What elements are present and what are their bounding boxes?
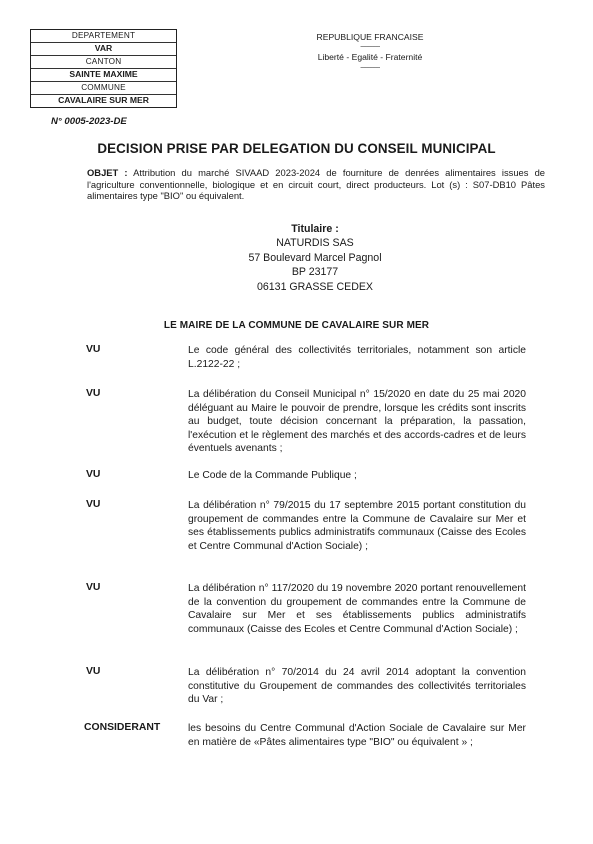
canton-value: SAINTE MAXIME — [31, 68, 176, 81]
titulaire-name: NATURDIS SAS — [276, 237, 354, 250]
objet-text: Attribution du marché SIVAAD 2023-2024 de fourniture de denrées alimentaires issues de l'agriculture conventionnelle, biologique et en circuit court, direct producteurs. Lot (s) : S07-DB10 Pâtes alimentaires type "BIO" ou équivalent. — [87, 167, 545, 202]
page-title: DECISION PRISE PAR DELEGATION DU CONSEIL MUNICIPAL — [97, 141, 496, 156]
clause-keyword: VU — [86, 666, 101, 677]
admin-info-box — [30, 29, 177, 108]
clause-keyword: VU — [86, 344, 101, 355]
canton-label: CANTON — [31, 55, 176, 68]
titulaire-address-line2: BP 23177 — [291, 266, 339, 279]
clause-text: La délibération n° 117/2020 du 19 novembre 2020 portant renouvellement de la convention du groupement de commandes entre la Commune de Cavalaire sur Mer et ses établissements publics administratifs communaux (Caisse des Ecoles et Centre Communal d'Action Sociale) ; — [188, 583, 526, 635]
clause-keyword: CONSIDERANT — [84, 722, 161, 733]
commune-value: CAVALAIRE SUR MER — [31, 94, 176, 107]
objet-paragraph — [87, 167, 545, 202]
republic-header — [295, 31, 445, 72]
maire-heading: LE MAIRE DE LA COMMUNE DE CAVALAIRE SUR MER — [163, 320, 430, 331]
departement-value: VAR — [31, 42, 176, 55]
titulaire-address-line3: 06131 GRASSE CEDEX — [257, 280, 373, 293]
republic-separator: ------------- — [360, 44, 380, 51]
clause-keyword: VU — [86, 388, 101, 399]
clause-text: La délibération n° 70/2014 du 24 avril 2014 adoptant la convention constitutive du Groupement de commandes des collectivités territoriales du Var ; — [188, 667, 526, 706]
clause-text: Le Code de la Commande Publique ; — [188, 470, 357, 481]
clause-keyword: VU — [86, 469, 101, 480]
departement-label: DEPARTEMENT — [71, 31, 136, 40]
clause-text: les besoins du Centre Communal d'Action Sociale de Cavalaire sur Mer en matière de «Pâtes alimentaires type "BIO" ou équivalent » ; — [188, 723, 526, 748]
titulaire-address-line1: 57 Boulevard Marcel Pagnol — [248, 251, 382, 264]
republic-motto: Liberté - Egalité - Fraternité — [317, 52, 423, 63]
clause-text: Le code général des collectivités territoriales, notamment son article L.2122-22 ; — [188, 345, 526, 370]
titulaire-heading: Titulaire : — [291, 223, 339, 235]
titulaire-block — [230, 222, 400, 294]
decision-reference: N° 0005-2023-DE — [51, 116, 127, 127]
clause-text: La délibération n° 79/2015 du 17 septembre 2015 portant constitution du groupement de commandes entre la Commune de Cavalaire sur Mer et ses établissements publics administratifs communaux (Caisse des Ecoles et Centre Communal d'Action Sociale) ; — [188, 500, 526, 552]
clause-keyword: VU — [86, 582, 101, 593]
objet-label: OBJET : — [87, 167, 128, 178]
clause-text: La délibération du Conseil Municipal n° 15/2020 en date du 25 mai 2020 déléguant au Maire le pouvoir de prendre, lorsque les crédits sont inscrits au budget, toute décision concernant la préparation, la passation, l'exécution et le règlement des marchés et des accords-cadres et de leurs éventuels avenants ; — [188, 389, 526, 455]
clause-keyword: VU — [86, 499, 101, 510]
commune-label: COMMUNE — [31, 81, 176, 94]
republic-name: REPUBLIQUE FRANCAISE — [316, 32, 424, 42]
republic-separator-bottom: ------------- — [360, 64, 380, 71]
